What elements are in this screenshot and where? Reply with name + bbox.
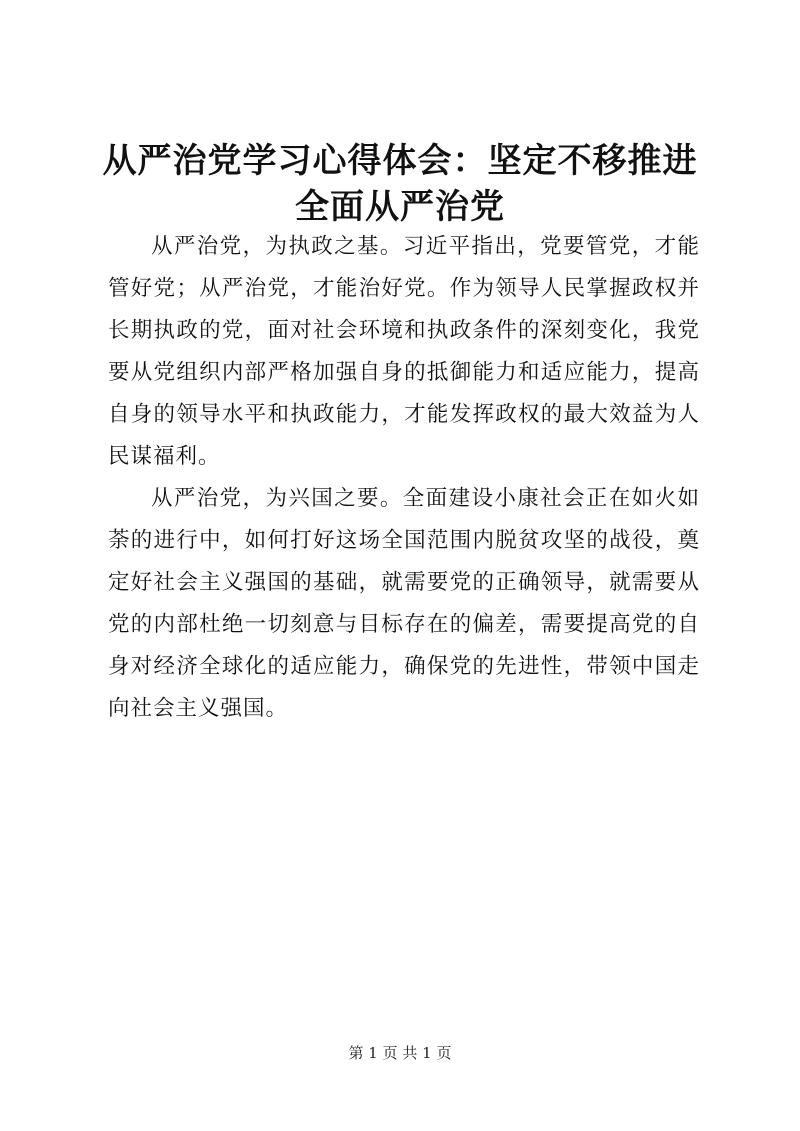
page-footer: 第 1 页 共 1 页 — [348, 1044, 452, 1062]
paragraph-1: 从严治党，为执政之基。习近平指出，党要管党，才能管好党；从严治党，才能治好党。作为领导人民掌握政权并长期执政的党，面对社会环境和执政条件的深刻变化，我党要从党组织内部严格加强自身的抵御能力和适应能力，提高自身的领导水平和执政能力，才能发挥政权的最大效益为人民谋福利。 — [108, 234, 700, 469]
paragraph-2: 从严治党，为兴国之要。全面建设小康社会正在如火如荼的进行中，如何打好这场全国范围内脱贫攻坚的战役，奠定好社会主义强国的基础，就需要党的正确领导，就需要从党的内部杜绝一切刻意与目标存在的偏差，需要提高党的自身对经济全球化的适应能力，确保党的先进性，带领中国走向社会主义强国。 — [108, 486, 700, 721]
document-title: 从严治党学习心得体会：坚定不移推进全面从严治党 — [102, 141, 698, 227]
document-body — [108, 226, 700, 730]
